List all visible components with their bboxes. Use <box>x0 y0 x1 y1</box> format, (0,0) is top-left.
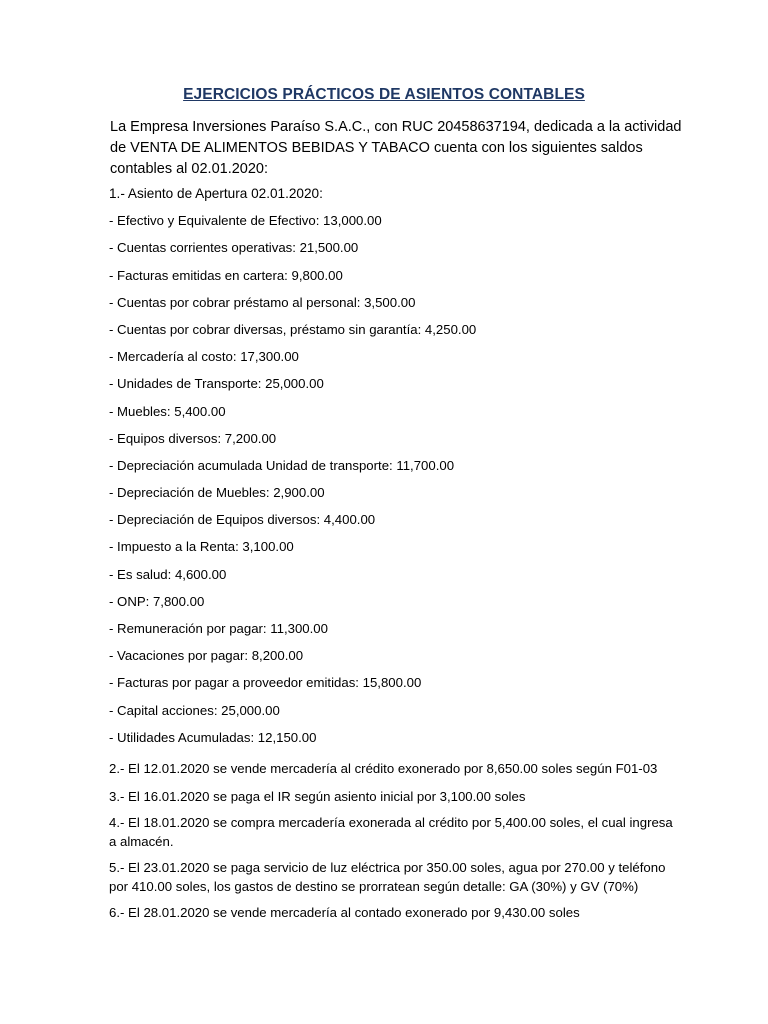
exercise-line: por 410.00 soles, los gastos de destino se prorratean según detalle: GA (30%) y GV (70%) <box>109 879 639 894</box>
exercise-3 <box>109 787 679 806</box>
list-item: - Capital acciones: 25,000.00 <box>109 702 280 718</box>
list-item: - Impuesto a la Renta: 3,100.00 <box>109 539 294 555</box>
list-item: - Mercadería al costo: 17,300.00 <box>109 349 299 365</box>
list-item: - ONP: 7,800.00 <box>109 593 205 609</box>
list-item: - Cuentas por cobrar diversas, préstamo sin garantía: 4,250.00 <box>109 321 477 337</box>
exercise-4 <box>109 813 679 851</box>
list-item: - Facturas por pagar a proveedor emitidas: 15,800.00 <box>109 675 422 691</box>
exercise-5 <box>109 858 679 896</box>
list-item: - Depreciación acumulada Unidad de transporte: 11,700.00 <box>109 457 455 473</box>
list-item: - Depreciación de Equipos diversos: 4,400.00 <box>109 512 376 528</box>
opening-entry-list <box>109 185 689 756</box>
list-item: - Unidades de Transporte: 25,000.00 <box>109 376 324 392</box>
intro-paragraph <box>110 117 682 180</box>
list-item: - Cuentas corrientes operativas: 21,500.00 <box>109 240 359 256</box>
intro-line: La Empresa Inversiones Paraíso S.A.C., con RUC 20458637194, dedicada a la actividad <box>110 119 682 135</box>
exercise-line: a almacén. <box>109 834 174 849</box>
exercise-6 <box>109 903 679 922</box>
list-item: - Muebles: 5,400.00 <box>109 403 226 419</box>
exercise-line: 5.- El 23.01.2020 se paga servicio de luz eléctrica por 350.00 soles, agua por 270.00 y teléfono <box>109 860 666 875</box>
list-item: - Remuneración por pagar: 11,300.00 <box>109 621 328 636</box>
list-item: - Vacaciones por pagar: 8,200.00 <box>109 648 304 664</box>
list-item: - Es salud: 4,600.00 <box>109 566 227 582</box>
list-item: - Cuentas por cobrar préstamo al personal: 3,500.00 <box>109 294 416 310</box>
list-item: - Efectivo y Equivalente de Efectivo: 13,000.00 <box>109 213 382 229</box>
intro-line: de VENTA DE ALIMENTOS BEBIDAS Y TABACO cuenta con los siguientes saldos <box>110 140 643 156</box>
list-item: - Depreciación de Muebles: 2,900.00 <box>109 485 325 501</box>
list-item: - Facturas emitidas en cartera: 9,800.00 <box>109 267 343 283</box>
intro-line: contables al 02.01.2020: <box>110 161 269 177</box>
document-title: EJERCICIOS PRÁCTICOS DE ASIENTOS CONTABLES <box>183 86 585 103</box>
exercise-2 <box>109 759 679 778</box>
list-item: - Equipos diversos: 7,200.00 <box>109 430 277 446</box>
exercise-line: 2.- El 12.01.2020 se vende mercadería al crédito exonerado por 8,650.00 soles según F01-03 <box>109 761 658 776</box>
exercise-line: 3.- El 16.01.2020 se paga el IR según asiento inicial por 3,100.00 soles <box>109 789 526 804</box>
exercise-line: 4.- El 18.01.2020 se compra mercadería exonerada al crédito por 5,400.00 soles, el cual ingresa <box>109 815 673 830</box>
list-item: - Utilidades Acumuladas: 12,150.00 <box>109 729 317 745</box>
opening-entry-heading: 1.- Asiento de Apertura 02.01.2020: <box>109 186 323 201</box>
exercise-line: 6.- El 28.01.2020 se vende mercadería al contado exonerado por 9,430.00 soles <box>109 905 580 920</box>
